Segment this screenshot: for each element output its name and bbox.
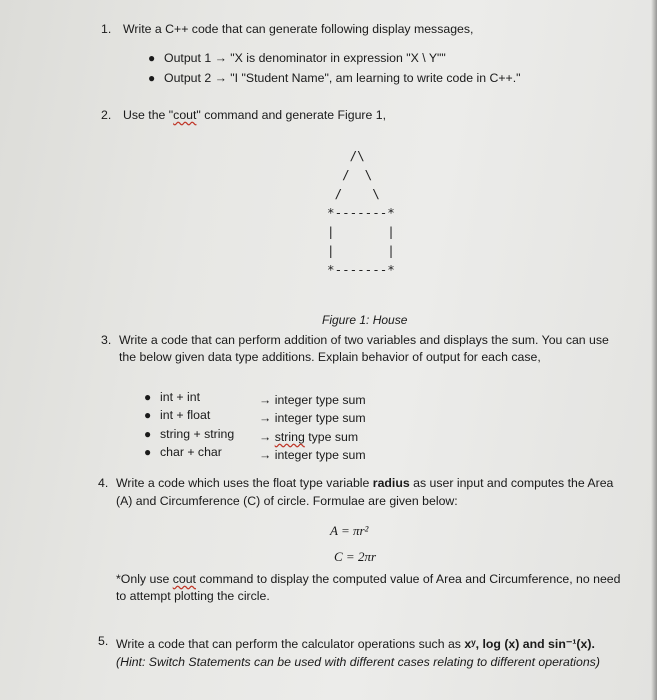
q4-note-a: *Only use — [116, 572, 173, 586]
q1-output-2: Output 2 → "I "Student Name", am learning to write code in C++." — [164, 71, 521, 85]
bullet-icon: ● — [144, 445, 152, 459]
q5-number: 5. — [98, 634, 109, 648]
q3-item-op: int + int — [160, 390, 200, 404]
q4-keyword-radius: radius — [372, 476, 410, 490]
q4-line-1-a: Write a code which uses the float type variable — [116, 476, 373, 490]
q3-item-result: → integer type sum — [259, 411, 366, 425]
q3-line-1: Write a code that can perform addition of two variables and displays the sum. You can use — [119, 333, 609, 347]
figure-caption: Figure 1: House — [322, 313, 408, 327]
q3-item-result — [259, 430, 358, 445]
q3-item-result-rest: type sum — [304, 430, 359, 444]
q4-note-line-2: to attempt plotting the circle. — [116, 589, 270, 603]
page-edge-shadow — [651, 0, 657, 700]
q1-text: Write a C++ code that can generate following display messages, — [123, 22, 474, 36]
bullet-icon: ● — [144, 408, 152, 422]
q5-operations: xʸ, log (x) and sin⁻¹(x). — [464, 637, 595, 651]
q5-line-1-a: Write a code that can perform the calculator operations such as — [116, 637, 465, 651]
q2-text-after: " command and generate Figure 1, — [196, 108, 387, 122]
q2-text — [123, 108, 386, 123]
q4-line-1 — [116, 476, 613, 491]
bullet-icon: ● — [148, 51, 156, 65]
q2-number: 2. — [101, 108, 112, 122]
q4-line-1-b: as user input and computes the Area — [409, 476, 614, 490]
q3-item-result: → integer type sum — [259, 448, 366, 462]
q3-item-result-prefix: → — [259, 430, 275, 444]
q4-keyword-cout: cout — [172, 572, 196, 586]
q1-output-1: Output 1 → "X is denominator in expression "X \ Y"" — [164, 51, 446, 65]
q5-line-1 — [116, 637, 595, 652]
q3-item-op: int + float — [160, 408, 211, 422]
q5-hint: (Hint: Switch Statements can be used with different cases relating to different operations) — [116, 655, 600, 669]
formula-circumference: C = 2πr — [334, 549, 377, 564]
figure-house-ascii: /\ / \ / \ *-------* | | | | *-------* — [327, 148, 395, 277]
q2-text-before: Use the " — [123, 108, 174, 122]
q3-item-result: → integer type sum — [259, 393, 366, 407]
q4-note-b: command to display the computed value of Area and Circumference, no need — [195, 572, 621, 586]
q4-number: 4. — [98, 476, 109, 490]
formula-area: A = πr² — [330, 523, 369, 538]
q4-line-2: (A) and Circumference (C) of circle. Formulae are given below: — [116, 494, 458, 508]
bullet-icon: ● — [144, 390, 152, 404]
q4-note-line-1 — [116, 572, 620, 587]
bullet-icon: ● — [144, 427, 152, 441]
q3-keyword-string: string — [274, 430, 305, 444]
q2-keyword-cout: cout — [173, 108, 197, 122]
q3-number: 3. — [101, 333, 112, 347]
q3-item-op: string + string — [160, 427, 235, 441]
q1-number: 1. — [101, 22, 112, 36]
q3-item-op: char + char — [160, 445, 222, 459]
q3-line-2: the below given data type additions. Explain behavior of output for each case, — [119, 350, 541, 364]
bullet-icon: ● — [148, 71, 156, 85]
